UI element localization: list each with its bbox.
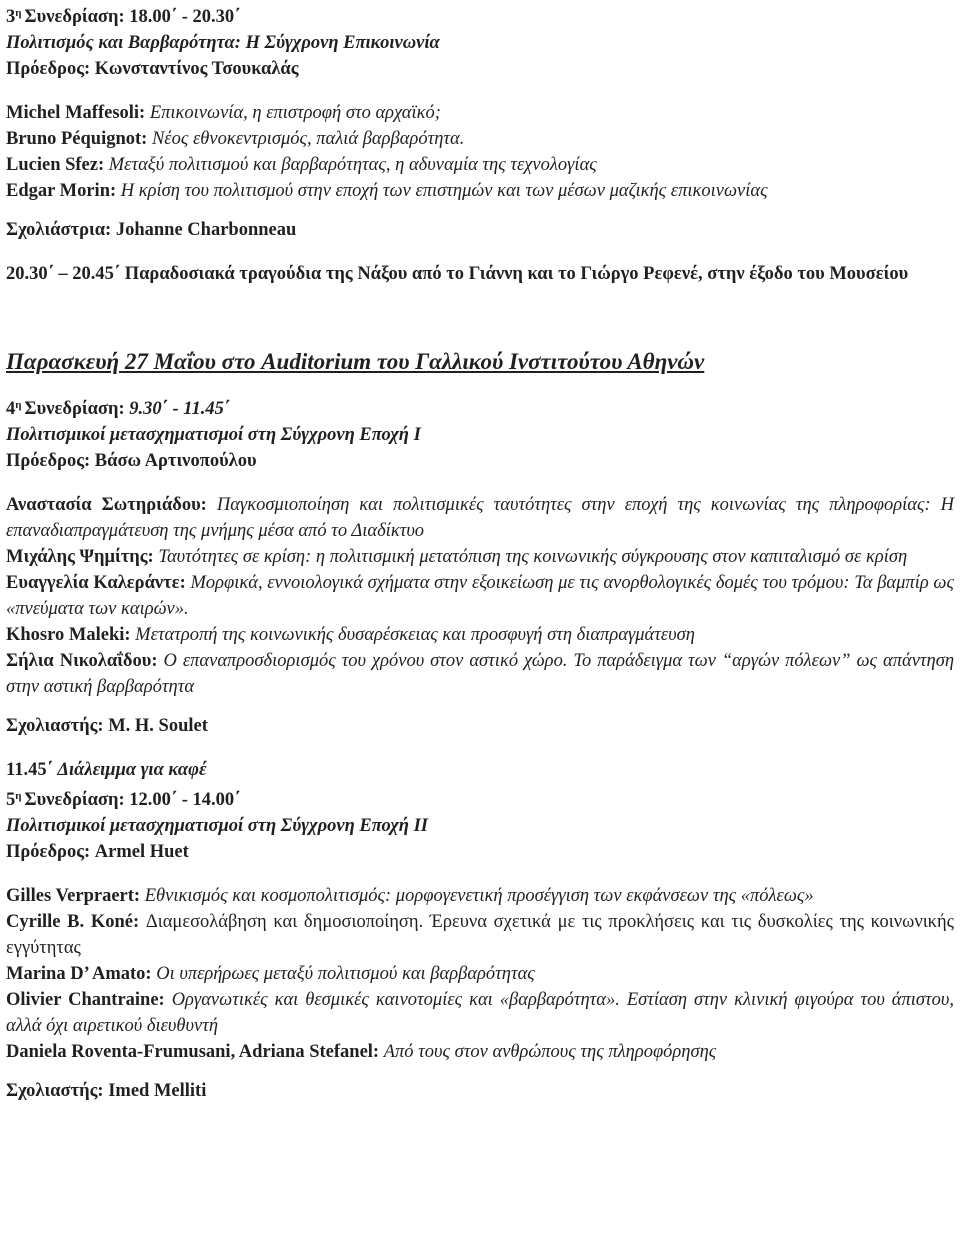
speaker-name: Lucien Sfez:: [6, 155, 105, 175]
speaker-name: Bruno Péquignot:: [6, 129, 148, 149]
day-heading: Παρασκευή 27 Μαΐου στο Auditorium του Γαλλικού Ινστιτούτου Αθηνών: [6, 349, 705, 374]
chair-name: Κωνσταντίνος Τσουκαλάς: [94, 59, 299, 79]
speaker-name: Ευαγγελία Καλεράντε:: [6, 573, 186, 593]
ordinal-suffix: η: [15, 7, 22, 19]
discussant-label: Σχολιαστής:: [6, 1081, 104, 1101]
talk-title: Εθνικισμός και κοσμοπολιτισμός: μορφογενετική προσέγγιση των εκφάνσεων της «πόλεως»: [144, 886, 814, 906]
session-4-chair: [6, 448, 954, 474]
chair-label: Πρόεδρος:: [6, 59, 91, 79]
session-4-header: [6, 392, 954, 422]
talk-title: Από τους στον ανθρώπους της πληροφόρησης: [383, 1042, 717, 1062]
ordinal-suffix: η: [15, 399, 22, 411]
talk-item: [6, 987, 954, 1039]
chair-label: Πρόεδρος:: [6, 451, 91, 471]
speaker-name: Μιχάλης Ψημίτης:: [6, 547, 154, 567]
speaker-name: Khosro Maleki:: [6, 625, 131, 645]
talk-title: Μετατροπή της κοινωνικής δυσαρέσκειας και προσφυγή στη διαπραγμάτευση: [135, 625, 695, 645]
speaker-name: Michel Maffesoli:: [6, 103, 146, 123]
talk-title: Μορφικά, εννοιολογικά σχήματα στην εξοικείωση με τις ανορθολογικές δομές του τρόμου: Τα βαμπίρ ως «πνεύματα των καιρών».: [6, 573, 954, 619]
music-event: [6, 261, 954, 287]
session-4-discussant: [6, 713, 954, 739]
talk-title: Επικοινωνία, η επιστροφή στο αρχαϊκό;: [149, 103, 441, 123]
talk-title: Οι υπερήρωες μεταξύ πολιτισμού και βαρβαρότητας: [156, 964, 535, 984]
talk-title: Διαμεσολάβηση και δημοσιοποίηση. Έρευνα σχετικά με τις προκλήσεις και τις δυσκολίες της κοινωνικής εγγύτητας: [6, 912, 954, 958]
speaker-name: Marina D’ Amato:: [6, 964, 152, 984]
speaker-name: Cyrille B. Koné:: [6, 912, 140, 932]
session-3-theme: Πολιτισμός και Βαρβαρότητα: Η Σύγχρονη Επικοινωνία: [6, 33, 440, 53]
talk-item: [6, 126, 954, 152]
talk-item: [6, 492, 954, 544]
discussant-label: Σχολιάστρια:: [6, 220, 112, 240]
speaker-name: Daniela Roventa-Frumusani, Adriana Stefanel:: [6, 1042, 380, 1062]
session-5-theme: Πολιτισμικοί μετασχηματισμοί στη Σύγχρονη Εποχή ΙΙ: [6, 816, 428, 836]
talk-item: [6, 909, 954, 961]
chair-name: Armel Huet: [94, 842, 189, 862]
session-5-discussant: [6, 1078, 954, 1104]
speaker-name: Gilles Verpraert:: [6, 886, 141, 906]
talk-item: [6, 622, 954, 648]
speaker-name: Σήλια Νικολαΐδου:: [6, 651, 158, 671]
session-3-discussant: [6, 217, 954, 243]
talk-item: [6, 544, 954, 570]
talk-item: [6, 100, 954, 126]
speaker-name: Αναστασία Σωτηριάδου:: [6, 495, 207, 515]
discussant-name: Johanne Charbonneau: [115, 220, 297, 240]
session-3-header: [6, 0, 954, 30]
event-text: Παραδοσιακά τραγούδια της Νάξου από το Γιάννη και το Γιώργο Ρεφενέ, στην έξοδο του Μουσείου: [124, 264, 909, 284]
session-5-header: [6, 783, 954, 813]
ordinal-suffix: η: [15, 790, 22, 802]
talk-item: [6, 570, 954, 622]
discussant-label: Σχολιαστής:: [6, 716, 104, 736]
talk-item: [6, 648, 954, 700]
session-5-chair: [6, 839, 954, 865]
talk-title: Ταυτότητες σε κρίση: η πολιτισμική μετατόπιση της κοινωνικής σύγκρουσης στον καπιταλισμό σε κρίση: [158, 547, 908, 567]
session-label: Συνεδρίαση:: [24, 399, 125, 419]
speaker-name: Olivier Chantraine:: [6, 990, 165, 1010]
talk-title: Η κρίση του πολιτισμού στην εποχή των επιστημών και των μέσων μαζικής επικοινωνίας: [120, 181, 768, 201]
discussant-name: M. H. Soulet: [108, 716, 208, 736]
event-time: 20.30΄ – 20.45΄: [6, 264, 121, 284]
chair-label: Πρόεδρος:: [6, 842, 91, 862]
discussant-name: Imed Melliti: [108, 1081, 207, 1101]
talk-title: Ο επαναπροσδιορισμός του χρόνου στον αστικό χώρο. Το παράδειγμα των “αργών πόλεων” ως απάντηση στην αστική βαρβαρότητα: [6, 651, 955, 697]
coffee-break: [6, 757, 954, 783]
session-number: 5: [6, 790, 16, 810]
session-time: Συνεδρίαση: 18.00΄ - 20.30΄: [24, 7, 241, 27]
talk-title: Μεταξύ πολιτισμού και βαρβαρότητας, η αδυναμία της τεχνολογίας: [108, 155, 597, 175]
talk-item: [6, 152, 954, 178]
session-3-chair: [6, 56, 954, 82]
session-4-theme: Πολιτισμικοί μετασχηματισμοί στη Σύγχρονη Εποχή Ι: [6, 425, 421, 445]
session-number: 3: [6, 7, 16, 27]
break-text: Διάλειμμα για καφέ: [57, 760, 207, 780]
talk-item: [6, 1039, 954, 1065]
talk-item: [6, 178, 954, 204]
session-time: 9.30΄ - 11.45΄: [129, 399, 231, 419]
break-time: 11.45΄: [6, 760, 53, 780]
speaker-name: Edgar Morin:: [6, 181, 117, 201]
talk-item: [6, 883, 954, 909]
talk-item: [6, 961, 954, 987]
talk-title: Νέος εθνοκεντρισμός, παλιά βαρβαρότητα.: [151, 129, 465, 149]
chair-name: Βάσω Αρτινοπούλου: [94, 451, 257, 471]
session-time: Συνεδρίαση: 12.00΄ - 14.00΄: [24, 790, 241, 810]
session-number: 4: [6, 399, 16, 419]
talk-title: Παγκοσμιοποίηση και πολιτισμικές ταυτότητες στην εποχή της κοινωνίας της πληροφορίας: Η επαναδιαπραγμάτευση της μνήμης μέσα από το Διαδίκτυο: [6, 495, 954, 541]
talk-title: Οργανωτικές και θεσμικές καινοτομίες και «βαρβαρότητα». Εστίαση στην κλινική φιγούρα του άπιστου, αλλά όχι αιρετικού διευθυντή: [6, 990, 954, 1036]
